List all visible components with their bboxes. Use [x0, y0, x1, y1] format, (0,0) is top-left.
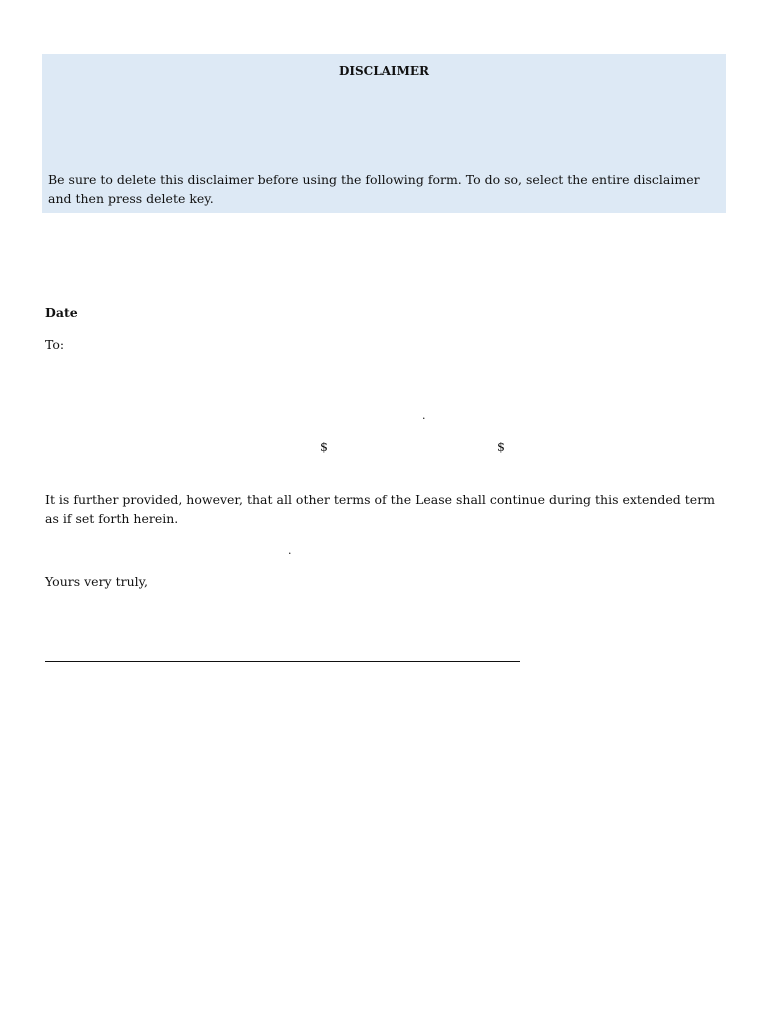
currency-symbol-2: $	[497, 439, 505, 454]
blank-period-2: .	[288, 544, 292, 557]
disclaimer-box	[42, 54, 726, 213]
disclaimer-text: Be sure to delete this disclaimer before using the following form. To do so, select the entire disclaimer and then press delete key.	[48, 172, 700, 206]
terms-paragraph: It is further provided, however, that all other terms of the Lease shall continue during this extended term as if set forth herein.	[45, 492, 716, 526]
blank-period-1: .	[422, 409, 426, 422]
to-label: To:	[45, 337, 65, 352]
disclaimer-title: DISCLAIMER	[339, 64, 429, 78]
closing-salutation: Yours very truly,	[45, 574, 148, 589]
signature-line	[45, 661, 520, 662]
date-label: Date	[45, 305, 78, 320]
currency-symbol-1: $	[320, 439, 328, 454]
